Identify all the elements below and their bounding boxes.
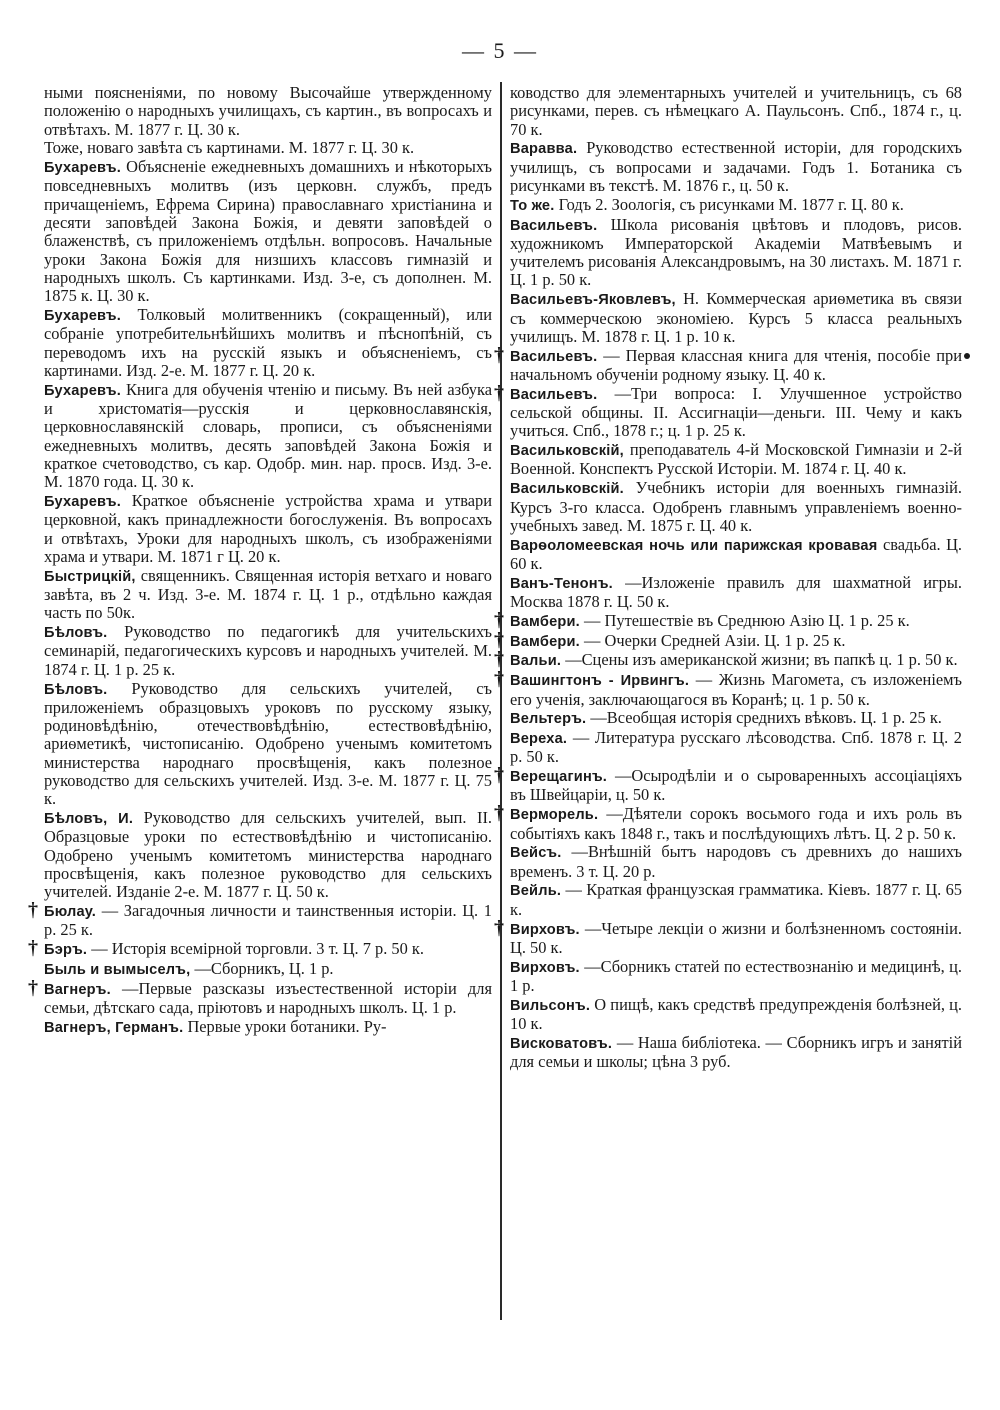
entry-author: Бѣловъ. xyxy=(44,625,108,642)
entry-text: Учебникъ исторіи для военныхъ гимназій. Курсъ 3-го класса. Одобренъ главнымъ управленіемъ военно-учебныхъ завед. М. 1875 г. Ц. 40 к. xyxy=(510,478,962,535)
entry-text: —Сборникъ статей по естествознанію и медицинѣ, ц. 1 р. xyxy=(510,956,962,995)
entry-text: —Изложеніе правилъ для шахматной игры. Москва 1878 г. Ц. 50 к. xyxy=(510,572,962,612)
catalog-entry xyxy=(494,648,962,671)
entry-author: Вильсонъ. xyxy=(510,997,591,1014)
dagger-mark: † xyxy=(494,648,504,671)
dagger-mark: † xyxy=(494,916,504,939)
entry-author: Бухаревъ. xyxy=(44,494,121,511)
catalog-entry xyxy=(28,899,492,940)
entry-text: Руководство по педагогикѣ для учительскихъ семинарій, педагогическихъ курсовъ и народныхъ учителей. М. 1874 г. Ц. 1 р. 25 к. xyxy=(44,622,492,679)
dagger-mark: † xyxy=(28,937,38,960)
entry-author: Бѣловъ. xyxy=(44,681,108,698)
entry-author: Васильковскій. xyxy=(510,481,624,498)
entry-author: Верморель. xyxy=(510,807,599,824)
entry-author: Вейль. xyxy=(510,883,562,900)
entry-text: — Краткая французская грамматика. Кіевъ. 1877 г. Ц. 65 к. xyxy=(510,880,963,919)
dagger-mark: † xyxy=(28,899,38,922)
catalog-entry xyxy=(510,709,962,728)
catalog-entry xyxy=(44,809,492,901)
catalog-entry xyxy=(44,492,492,566)
catalog-entry xyxy=(28,976,492,1018)
entry-author: Васильковскій, xyxy=(510,443,624,460)
entry-text: Первые уроки ботаники. Ру- xyxy=(187,1016,387,1036)
catalog-entry xyxy=(510,290,962,346)
dagger-mark: † xyxy=(494,381,504,404)
page-number: — 5 — xyxy=(462,38,538,63)
dagger-mark: † xyxy=(494,764,504,787)
catalog-entry xyxy=(510,958,962,996)
entry-author: Вирховъ. xyxy=(510,959,580,976)
entry-text: —Сцены изъ американской жизни; въ папкѣ ц. 1 р. 50 к. xyxy=(565,650,958,670)
entry-author: Ванъ-Тенонъ. xyxy=(510,575,613,592)
catalog-entry xyxy=(44,84,492,139)
entry-author: Варѳоломеевская ночь или парижская кровавая xyxy=(510,537,878,554)
entry-text: Руководство естественной исторіи, для городскихъ училищъ, съ вопросами и задачами. Годъ 1. Ботаника съ рисунками въ текстѣ. М. 1876 г., ц. 50 к. xyxy=(510,138,962,195)
entry-author: Васильевъ-Яковлевъ, xyxy=(510,292,676,309)
catalog-entry xyxy=(494,668,963,709)
entry-author: Вамбери. xyxy=(510,633,580,650)
entry-text: Объясненіе ежедневныхъ домашнихъ и нѣкоторыхъ повседневныхъ молитвъ (изъ церковн. службъ, предъ причащеніемъ, Ефрема Сирина) православнаго христіанина и десяти заповѣдей Закона Божія, и девяти заповѣдей о блаженствѣ, съ приложеніемъ отдѣльн. вопросовъ. Начальные уроки Закона Божія для низшихъ классовъ гимназій и народныхъ школъ. Съ картинками. Изд. 3-е, съ дополнен. М. 1875 к. Ц. 30 к. xyxy=(44,157,492,306)
entry-text: ководство для элементарныхъ учителей и учительницъ, съ 68 рисунками, перев. съ нѣмецкаго А. Паульсонъ. Спб., 1874 г., ц. 70 к. xyxy=(510,83,962,139)
entry-text: Годъ 2. Зоологія, съ рисунками М. 1877 г. Ц. 80 к. xyxy=(558,194,904,214)
catalog-entry xyxy=(44,623,492,679)
entry-author: Вагнеръ, Германъ. xyxy=(44,1019,184,1036)
entry-text: — Наша библіотека. — Сборникъ игръ и занятій для семьи и школы; цѣна 3 руб. xyxy=(510,1032,962,1072)
catalog-entry xyxy=(494,916,962,958)
catalog-entry xyxy=(494,381,962,441)
entry-author: Вирховъ. xyxy=(510,921,580,938)
entry-text: — Путешествіе въ Среднюю Азію Ц. 1 р. 25 к. xyxy=(584,610,910,630)
entry-text: —Три вопроса: I. Улучшенное устройство сельской общины. II. Ассигнаціи—деньги. III. Чему и какъ учиться. Спб., 1878 г.; ц. 1 р. 25 к. xyxy=(510,383,962,441)
catalog-entry xyxy=(44,567,492,623)
dagger-mark: † xyxy=(28,976,38,999)
catalog-entry xyxy=(44,381,492,492)
catalog-entry xyxy=(44,960,492,979)
catalog-entry xyxy=(510,574,962,612)
entry-author: Варавва. xyxy=(510,141,578,158)
ink-dot-mark xyxy=(964,353,970,359)
catalog-entry xyxy=(44,158,492,305)
entry-text: Краткое объясненіе устройства храма и утвари церковной, какъ принадлежности богослуженія. Въ вопросахъ и отвѣтахъ, Уроки для народныхъ школъ, съ изображеніями храма и утвари. М. 1871 г Ц. 20 к. xyxy=(44,491,492,566)
entry-author: Бэръ. xyxy=(44,942,88,959)
entry-text: —Осыродѣліи и о сыроваренныхъ ассоціаціяхъ въ Швейцаріи, ц. 50 к. xyxy=(510,766,962,805)
entry-text: — Очерки Средней Азіи. Ц. 1 р. 25 к. xyxy=(584,630,846,650)
entry-text: Толковый молитвенникъ (сокращенный), или собраніе употребительнѣйшихъ молитвъ и пѣснопѣній, съ переводомъ ихъ на русскій языкъ и объясненіемъ, съ картинами. Изд. 2-е. М. 1877 г. Ц. 20 к. xyxy=(44,305,492,380)
catalog-entry xyxy=(510,139,962,195)
entry-text: —Дѣятели сорокъ восьмого года и ихъ роль въ событіяхъ какъ 1848 г., такъ и послѣдующихъ лѣтъ. Ц. 2 р. 50 к. xyxy=(510,804,962,843)
catalog-entry xyxy=(510,216,962,290)
dagger-mark: † xyxy=(494,802,504,825)
catalog-entry xyxy=(494,802,962,843)
entry-text: — Загадочныя личности и таинственныя исторіи. Ц. 1 р. 25 к. xyxy=(44,901,492,940)
entry-text: — Литература русскаго лѣсоводства. Спб. 1878 г. Ц. 2 р. 50 к. xyxy=(510,728,962,767)
left-column xyxy=(28,83,493,1350)
entry-author: Бухаревъ. xyxy=(44,382,121,399)
catalog-entry xyxy=(510,729,962,767)
entry-author: Васильевъ. xyxy=(510,217,598,234)
entry-text: Тоже, новаго завѣта съ картинами. М. 1877 г. Ц. 30 к. xyxy=(44,138,415,158)
catalog-entry xyxy=(494,764,962,805)
entry-text: —Сборникъ, Ц. 1 р. xyxy=(194,958,334,978)
catalog-entry xyxy=(510,441,962,479)
entry-text: О пищѣ, какъ средствѣ предупрежденія болѣзней, ц. 10 к. xyxy=(510,994,962,1034)
entry-text: —Внѣшній бытъ народовъ съ древнихъ до нашихъ временъ. 3 т. Ц. 20 р. xyxy=(510,842,962,881)
entry-author: Вамбери. xyxy=(510,613,580,630)
catalog-entry xyxy=(510,196,962,215)
entry-author: Бухаревъ. xyxy=(44,308,121,325)
entry-text: —Четыре лекціи о жизни и болѣзненномъ состояніи. Ц. 50 к. xyxy=(510,918,962,957)
catalog-entry xyxy=(510,843,962,881)
catalog-entry xyxy=(510,996,962,1034)
catalog-entry xyxy=(44,306,492,380)
entry-text: свадьба. Ц. 60 к. xyxy=(510,534,963,573)
entry-author: Васильевъ. xyxy=(510,386,598,403)
catalog-entry xyxy=(44,680,492,809)
entry-text: священникъ. Священная исторія ветхаго и новаго завѣта, въ 2 ч. Изд. 3-е. М. 1874 г. Ц. 1 р., отдѣльно каждая часть по 50к. xyxy=(44,565,492,623)
entry-text: Руководство для сельскихъ учителей, вып. II. Образцовые уроки по естествовѣдѣнію и чистописанію. Одобрено ученымъ комитетомъ министерства народнаго просвѣщенія, какъ полезное руководство для сельскихъ учителей. Изданіе 2-е. М. 1877 г. Ц. 50 к. xyxy=(44,808,493,902)
catalog-entry xyxy=(494,343,962,385)
entry-author: Быль и вымыселъ, xyxy=(44,961,191,978)
catalog-entry xyxy=(510,536,962,574)
catalog-entry xyxy=(28,937,492,960)
catalog-entry xyxy=(44,139,492,157)
entry-text: преподаватель 4-й Московской Гимназіи и 2-й Военной. Конспектъ Русской Исторіи. М. 1874 г. Ц. 40 к. xyxy=(510,440,962,479)
dagger-mark: † xyxy=(494,668,504,691)
dagger-mark: † xyxy=(494,608,504,631)
entry-text: —Первые разсказы изъестественной исторіи для семьи, дѣтскаго сада, пріютовъ и народныхъ школъ. Ц. 1 р. xyxy=(44,978,492,1018)
entry-text: Книга для обученія чтенію и письму. Въ ней азбука и христоматія—русскія и церковнославянскія, церковнославянскій словарь, прописи, съ объясненіями ежедневныхъ молитвъ, десять заповѣдей Закона Божія и краткое счетоводство, съ кар. Одобр. мин. нар. просв. Изд. 3-е. М. 1870 года. Ц. 30 к. xyxy=(44,379,492,492)
dagger-mark: † xyxy=(494,343,504,366)
entry-text: Н. Коммерческая ариѳметика въ связи съ коммерческою экономіею. Курсъ 5 класса реальныхъ училищъ. М. 1878 г. Ц. 1 р. 10 к. xyxy=(510,289,962,346)
entry-text: Руководство для сельскихъ учителей, съ приложеніемъ образцовыхъ уроковъ по русскому языку, родиновѣдѣнію, отечествовѣдѣнію, естествовѣдѣнію, ариѳметикѣ, чистописанію. Одобрено ученымъ комитетомъ министерства народнаго просвѣщенія, какъ полезное руководство для сельскихъ учителей. Изд. 3-е. М. 1877 г. Ц. 75 к. xyxy=(44,678,492,809)
entry-author: То же. xyxy=(510,197,555,214)
catalog-entry xyxy=(494,628,962,651)
entry-author: Бухаревъ. xyxy=(44,160,121,177)
entry-author: Вейсъ. xyxy=(510,845,562,862)
catalog-entry xyxy=(510,1034,962,1072)
entry-author: Васильевъ. xyxy=(510,348,598,365)
entry-text: — Первая классная книга для чтенія, пособіе при начальномъ обученіи родному языку. Ц. 40 к. xyxy=(510,345,962,384)
right-column xyxy=(494,83,963,1350)
dagger-mark: † xyxy=(494,628,504,651)
column-divider xyxy=(500,82,502,1320)
entry-text: Школа рисованія цвѣтовъ и плодовъ, рисов. художникомъ Императорской Академіи Матвѣевымъ и учителемъ рисованія Александровымъ, на 30 листахъ. М. 1871 г. Ц. 1 р. 50 к. xyxy=(510,214,962,290)
entry-author: Вереха. xyxy=(510,731,568,748)
entry-author: Быстрицкій, xyxy=(44,568,136,585)
entry-author: Верещагинъ. xyxy=(510,769,608,786)
catalog-entry xyxy=(510,479,962,535)
entry-author: Вагнеръ. xyxy=(44,981,111,998)
entry-author: Вельтеръ. xyxy=(510,711,587,728)
entry-author: Висковатовъ. xyxy=(510,1035,613,1052)
entry-author: Вашингтонъ - Ирвингъ. xyxy=(510,673,690,690)
entry-text: ными поясненіями, по новому Высочайше утвержденному положенію о народныхъ училищахъ, съ картин., въ вопросахъ и отвѣтахъ. М. 1877 г. Ц. 30 к. xyxy=(44,83,492,139)
entry-text: — Жизнь Магомета, съ изложеніемъ его ученія, заключающагося въ Коранѣ; ц. 1 р. 50 к. xyxy=(510,670,963,709)
catalog-entry xyxy=(510,84,962,139)
catalog-entry xyxy=(494,608,962,631)
entry-author: Вальи. xyxy=(510,653,562,670)
entry-author: Бюлау. xyxy=(44,904,97,921)
entry-text: —Всеобщая исторія среднихъ вѣковъ. Ц. 1 р. 25 к. xyxy=(590,708,942,728)
entry-text: — Исторія всемірной торговли. 3 т. Ц. 7 р. 50 к. xyxy=(91,939,424,959)
catalog-entry xyxy=(44,1018,492,1037)
entry-author: Бѣловъ, И. xyxy=(44,811,134,828)
catalog-entry xyxy=(510,881,962,919)
